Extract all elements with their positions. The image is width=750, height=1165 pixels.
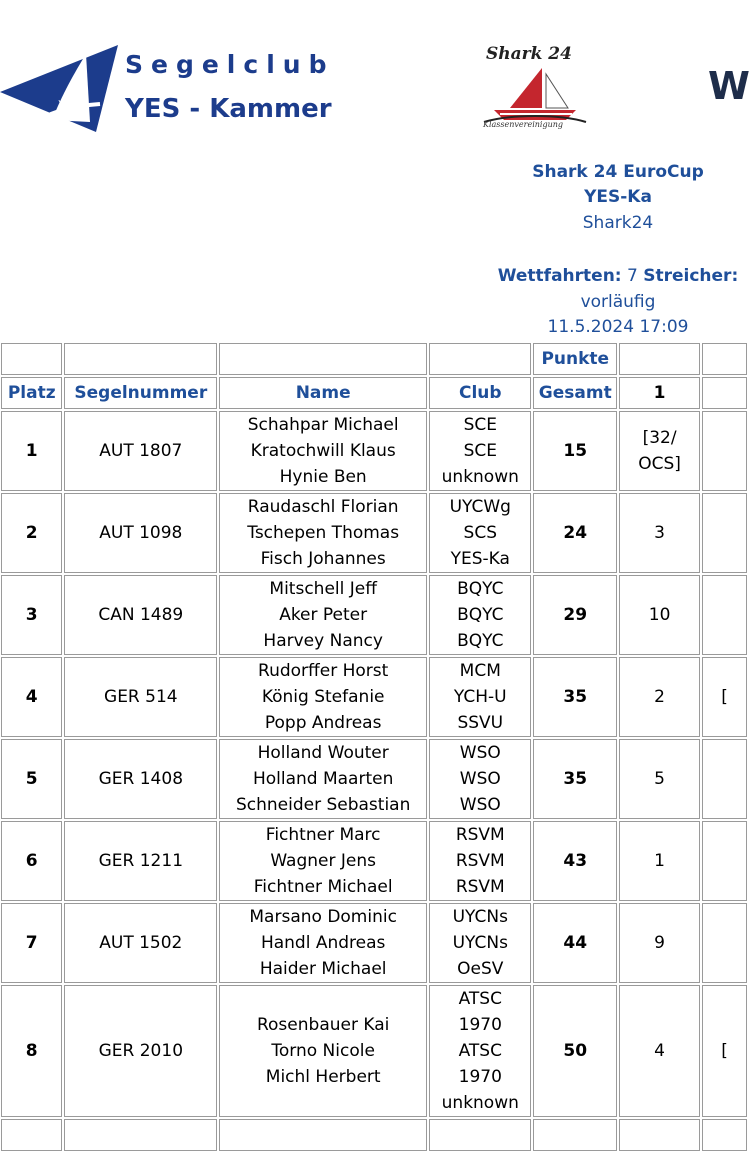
header-race-1: 1 bbox=[619, 377, 700, 409]
club-name: SCE bbox=[463, 441, 497, 461]
club-name: WSO bbox=[459, 769, 501, 789]
club-name: RSVM bbox=[455, 851, 505, 871]
rank-cell: 2 bbox=[1, 493, 62, 573]
shark24-logo bbox=[480, 42, 590, 137]
crew-name: Mitschell Jeff bbox=[269, 579, 377, 599]
race-1-cell bbox=[619, 739, 700, 819]
table-row bbox=[1, 739, 747, 819]
club-name: RSVM bbox=[455, 877, 505, 897]
race-1-cell bbox=[619, 657, 700, 737]
crew-name: Holland Maarten bbox=[252, 769, 394, 789]
race-1-score: 10 bbox=[648, 605, 671, 625]
crew-name: Rudorffer Horst bbox=[258, 661, 389, 681]
club-name: MCM bbox=[459, 661, 501, 681]
race-2-cell bbox=[702, 575, 747, 655]
crew-name: Holland Wouter bbox=[257, 743, 389, 763]
race-2-cell bbox=[702, 821, 747, 901]
crew-names-cell bbox=[219, 739, 427, 819]
race-1-cell bbox=[619, 985, 700, 1117]
header-name: Name bbox=[219, 377, 427, 409]
table-row bbox=[1, 493, 747, 573]
sail-number-cell: GER 2010 bbox=[64, 985, 217, 1117]
race-1-score: 3 bbox=[654, 523, 665, 543]
races-value: 7 bbox=[627, 266, 638, 286]
crew-name: Fichtner Michael bbox=[253, 877, 393, 897]
club-cell bbox=[429, 821, 531, 901]
sail-number-cell: GER 1408 bbox=[64, 739, 217, 819]
sail-number-cell: AUT 1502 bbox=[64, 903, 217, 983]
crew-name: Fichtner Marc bbox=[265, 825, 381, 845]
total-points-cell: 35 bbox=[533, 739, 617, 819]
race-info bbox=[400, 265, 750, 287]
total-points-cell: 44 bbox=[533, 903, 617, 983]
event-title: Shark 24 EuroCup bbox=[532, 162, 704, 182]
crew-name: Handl Andreas bbox=[260, 933, 386, 953]
crew-name: Tschepen Thomas bbox=[247, 523, 400, 543]
results-status: vorläufig bbox=[580, 292, 656, 312]
rank-cell: 1 bbox=[1, 411, 62, 491]
crew-name: Wagner Jens bbox=[270, 851, 376, 871]
race-1-cell bbox=[619, 575, 700, 655]
crew-names-cell bbox=[219, 821, 427, 901]
crew-name: Aker Peter bbox=[279, 605, 368, 625]
club-name: SCS bbox=[463, 523, 497, 543]
club-name: unknown bbox=[441, 1093, 519, 1113]
shark-logo-sub: Klassenvereinigung bbox=[483, 120, 564, 129]
club-cell bbox=[429, 985, 531, 1117]
club-cell bbox=[429, 657, 531, 737]
race-1-score: OCS] bbox=[638, 454, 681, 474]
club-name: OeSV bbox=[457, 959, 504, 979]
club-name: 1970 bbox=[458, 1015, 502, 1035]
crew-name: Rosenbauer Kai bbox=[256, 1015, 390, 1035]
table-row bbox=[1, 411, 747, 491]
sailboat-icon bbox=[480, 64, 590, 124]
total-points-cell: 24 bbox=[533, 493, 617, 573]
club-name: UYCWg bbox=[449, 497, 511, 517]
total-points-cell: 35 bbox=[533, 657, 617, 737]
sail-number-cell: GER 514 bbox=[64, 657, 217, 737]
table-row bbox=[1, 821, 747, 901]
races-label: Wettfahrten: bbox=[497, 266, 622, 286]
race-1-score: 9 bbox=[654, 933, 665, 953]
race-2-cell bbox=[702, 739, 747, 819]
crew-name: Marsano Dominic bbox=[249, 907, 397, 927]
race-1-cell bbox=[619, 411, 700, 491]
crew-name: Schahpar Michael bbox=[247, 415, 399, 435]
rank-cell: 8 bbox=[1, 985, 62, 1117]
group-header-row bbox=[1, 343, 747, 375]
club-name: WSO bbox=[459, 743, 501, 763]
race-2-cell: [ bbox=[702, 657, 747, 737]
race-1-score: 2 bbox=[654, 687, 665, 707]
crew-name: König Stefanie bbox=[261, 687, 385, 707]
race-2-cell bbox=[702, 411, 747, 491]
sail-number-cell: GER 1211 bbox=[64, 821, 217, 901]
segelclub-logo bbox=[0, 40, 340, 140]
total-points-cell: 43 bbox=[533, 821, 617, 901]
race-2-cell: [ bbox=[702, 985, 747, 1117]
club-cell bbox=[429, 575, 531, 655]
crew-names-cell bbox=[219, 903, 427, 983]
club-name: SSVU bbox=[457, 713, 504, 733]
race-1-score: [32/ bbox=[642, 428, 677, 448]
club-logo-line1: Segelclub bbox=[125, 50, 335, 79]
crew-names-cell bbox=[219, 411, 427, 491]
sponsor-logo-letter: W bbox=[708, 64, 750, 108]
race-1-score: 4 bbox=[654, 1041, 665, 1061]
club-name: SCE bbox=[463, 415, 497, 435]
logo-mark-text: YC bbox=[58, 99, 69, 108]
results-datetime: 11.5.2024 17:09 bbox=[547, 317, 689, 337]
club-cell bbox=[429, 739, 531, 819]
crew-name: Schneider Sebastian bbox=[235, 795, 411, 815]
rank-cell: 3 bbox=[1, 575, 62, 655]
club-name: UYCNs bbox=[452, 933, 508, 953]
crew-names-cell bbox=[219, 493, 427, 573]
rank-cell: 4 bbox=[1, 657, 62, 737]
discards-label: Streicher: bbox=[643, 266, 739, 286]
crew-names-cell bbox=[219, 575, 427, 655]
header-segelnummer: Segelnummer bbox=[64, 377, 217, 409]
header-platz: Platz bbox=[1, 377, 62, 409]
sail-number-cell: CAN 1489 bbox=[64, 575, 217, 655]
crew-name: Haider Michael bbox=[259, 959, 387, 979]
club-logo-line2: YES - Kammer bbox=[125, 94, 332, 124]
table-row bbox=[1, 657, 747, 737]
rank-cell: 5 bbox=[1, 739, 62, 819]
club-name: unknown bbox=[441, 467, 519, 487]
club-cell bbox=[429, 493, 531, 573]
crew-name: Fisch Johannes bbox=[260, 549, 386, 569]
column-header-row bbox=[1, 377, 747, 409]
club-cell bbox=[429, 903, 531, 983]
club-name: RSVM bbox=[455, 825, 505, 845]
table-row bbox=[1, 985, 747, 1117]
header-club: Club bbox=[429, 377, 531, 409]
total-points-cell: 29 bbox=[533, 575, 617, 655]
total-points-cell: 15 bbox=[533, 411, 617, 491]
club-name: WSO bbox=[459, 795, 501, 815]
table-row bbox=[1, 575, 747, 655]
total-points-cell: 50 bbox=[533, 985, 617, 1117]
race-2-cell bbox=[702, 903, 747, 983]
crew-name: Michl Herbert bbox=[265, 1067, 381, 1087]
crew-name: Popp Andreas bbox=[264, 713, 382, 733]
rank-cell: 6 bbox=[1, 821, 62, 901]
event-boat-class: Shark24 bbox=[582, 213, 654, 233]
club-cell bbox=[429, 411, 531, 491]
crew-names-cell bbox=[219, 657, 427, 737]
race-1-cell bbox=[619, 903, 700, 983]
crew-name: Hynie Ben bbox=[279, 467, 367, 487]
results-table bbox=[0, 341, 749, 1153]
table-row bbox=[1, 1119, 747, 1151]
crew-name: Raudaschl Florian bbox=[247, 497, 399, 517]
race-1-score: 1 bbox=[654, 851, 665, 871]
rank-cell: 7 bbox=[1, 903, 62, 983]
points-group-header: Punkte bbox=[533, 343, 617, 375]
table-row bbox=[1, 903, 747, 983]
sail-logo-icon bbox=[0, 40, 120, 140]
header-gesamt: Gesamt bbox=[533, 377, 617, 409]
sail-number-cell: AUT 1098 bbox=[64, 493, 217, 573]
club-name: ATSC bbox=[458, 989, 502, 1009]
club-name: BQYC bbox=[457, 605, 504, 625]
race-1-cell bbox=[619, 821, 700, 901]
club-name: YCH-U bbox=[453, 687, 507, 707]
club-name: ATSC bbox=[458, 1041, 502, 1061]
race-2-cell bbox=[702, 493, 747, 573]
race-1-cell bbox=[619, 493, 700, 573]
club-name: YES-Ka bbox=[450, 549, 510, 569]
crew-name: Kratochwill Klaus bbox=[250, 441, 396, 461]
sail-number-cell: AUT 1807 bbox=[64, 411, 217, 491]
club-name: 1970 bbox=[458, 1067, 502, 1087]
club-name: UYCNs bbox=[452, 907, 508, 927]
event-subtitle: YES-Ka bbox=[584, 187, 652, 207]
shark-logo-title: Shark 24 bbox=[486, 44, 572, 64]
race-1-score: 5 bbox=[654, 769, 665, 789]
club-name: BQYC bbox=[457, 579, 504, 599]
club-name: BQYC bbox=[457, 631, 504, 651]
crew-name: Harvey Nancy bbox=[263, 631, 383, 651]
crew-names-cell bbox=[219, 985, 427, 1117]
crew-name: Torno Nicole bbox=[271, 1041, 375, 1061]
